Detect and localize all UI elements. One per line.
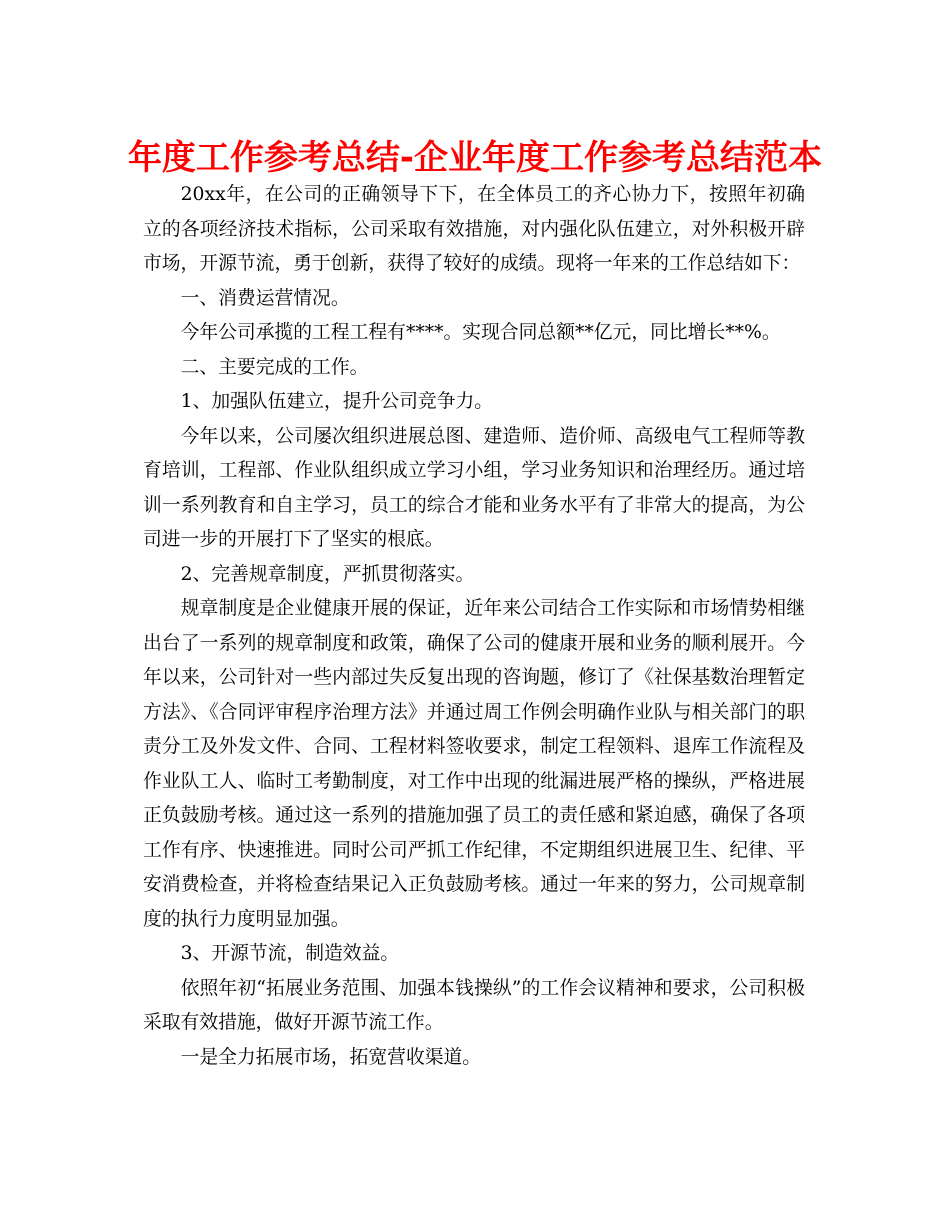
heading-item-1: 1、加强队伍建立，提升公司竞争力。 — [180, 391, 494, 412]
document-title: 年度工作参考总结-企业年度工作参考总结范本 — [127, 138, 823, 178]
heading-item-2: 2、完善规章制度，严抓贯彻落实。 — [180, 563, 475, 585]
document-body — [143, 178, 805, 1075]
heading-item-3: 3、开源节流，制造效益。 — [180, 943, 400, 964]
paragraph-item-3-point-1: 一是全力拓展市场，拓宽营收渠道。 — [180, 1046, 482, 1068]
paragraph-intro: 20xx年，在公司的正确领导下下，在全体员工的齐心协力下，按照年初确立的各项经济技术指标，公司采取有效措施，对内强化队伍建立，对外积极开辟市场，开源节流，勇于创新，获得了较好的成绩。现将一年来的工作总结如下： — [143, 184, 805, 274]
paragraph-item-1: 今年以来，公司屡次组织进展总图、建造师、造价师、高级电气工程师等教育培训，工程部、作业队组织成立学习小组，学习业务知识和治理经历。通过培训一系列教育和自主学习，员工的综合才能和业务水平有了非常大的提高，为公司进一步的开展打下了坚实的根底。 — [143, 425, 805, 550]
paragraph-section-1: 今年公司承揽的工程工程有****。实现合同总额**亿元，同比增长**%。 — [180, 322, 781, 343]
heading-section-1: 一、消费运营情况。 — [180, 287, 350, 309]
paragraph-item-3: 依照年初“拓展业务范围、加强本钱操纵”的工作会议精神和要求，公司积极采取有效措施，做好开源节流工作。 — [143, 977, 805, 1033]
paragraph-item-2: 规章制度是企业健康开展的保证，近年来公司结合工作实际和市场情势相继出台了一系列的规章制度和政策，确保了公司的健康开展和业务的顺利展开。今年以来，公司针对一些内部过失反复出现的咨询题，修订了《社保基数治理暂定方法》、《合同评审程序治理方法》并通过周工作例会明确作业队与相关部门的职责分工及外发文件、合同、工程材料签收要求，制定工程领料、退库工作流程及作业队工人、临时工考勤制度，对工作中出现的纰漏进展严格的操纵，严格进展正负鼓励考核。通过这一系列的措施加强了员工的责任感和紧迫感，确保了各项工作有序、快速推进。同时公司严抓工作纪律，不定期组织进展卫生、纪律、平安消费检查，并将检查结果记入正负鼓励考核。通过一年来的努力，公司规章制度的执行力度明显加强。 — [143, 598, 805, 930]
heading-section-2: 二、主要完成的工作。 — [180, 356, 369, 378]
